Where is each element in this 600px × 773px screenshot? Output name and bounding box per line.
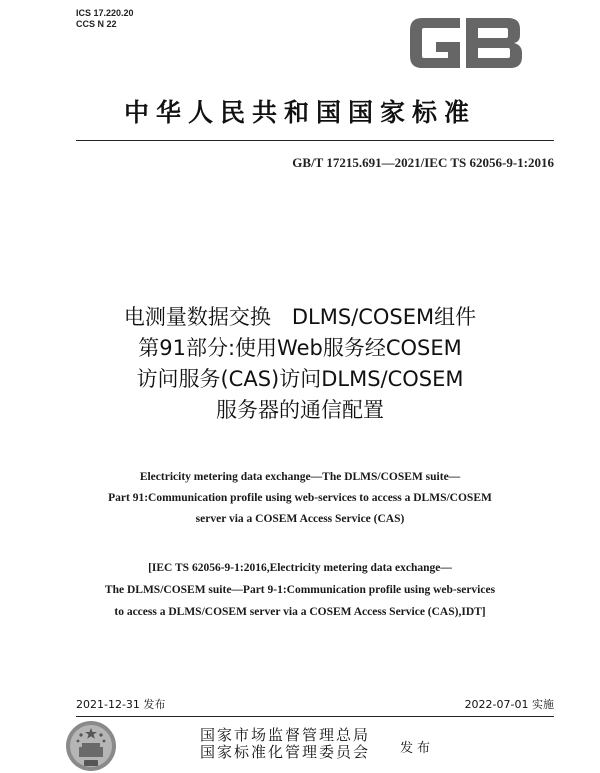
english-title bbox=[0, 467, 600, 530]
publisher-name: 国家标准化管理委员会 bbox=[200, 743, 371, 761]
national-standard-heading: 中华人民共和国国家标准 bbox=[123, 98, 476, 127]
national-emblem-icon bbox=[64, 719, 118, 773]
identical-note-line: [IEC TS 62056-9-1:2016,Electricity metering data exchange— bbox=[148, 562, 452, 574]
implementation-date: 2022-07-01 实施 bbox=[464, 698, 554, 711]
gb-logo bbox=[404, 0, 528, 74]
chinese-title-line: 第91部分:使用Web服务经COSEM bbox=[138, 336, 462, 360]
standard-number: GB/T 17215.691—2021/IEC TS 62056-9-1:2016 bbox=[292, 155, 554, 170]
publishers bbox=[200, 727, 370, 761]
identical-standard-note bbox=[0, 557, 600, 623]
ccs-code: CCS N 22 bbox=[76, 19, 117, 29]
publish-label: 发布 bbox=[400, 741, 435, 756]
chinese-title-line: 访问服务(CAS)访问DLMS/COSEM bbox=[136, 367, 464, 391]
bottom-divider bbox=[76, 716, 554, 717]
ics-code: ICS 17.220.20 bbox=[76, 8, 134, 18]
english-title-line: Electricity metering data exchange—The DLMS/COSEM suite— bbox=[139, 471, 461, 483]
chinese-title-line: 电测量数据交换 DLMS/COSEM组件 bbox=[123, 305, 477, 329]
chinese-title bbox=[0, 302, 600, 426]
gb-logo-text: GB bbox=[404, 0, 429, 16]
classification-codes bbox=[76, 8, 134, 30]
identical-note-line: The DLMS/COSEM suite—Part 9-1:Communication profile using web-services bbox=[104, 584, 496, 596]
english-title-line: server via a COSEM Access Service (CAS) bbox=[195, 513, 405, 525]
identical-note-line: to access a DLMS/COSEM server via a COSEM Access Service (CAS),IDT] bbox=[114, 606, 486, 618]
issue-date: 2021-12-31 发布 bbox=[76, 698, 166, 711]
publisher-name: 国家市场监督管理总局 bbox=[200, 726, 371, 744]
chinese-title-line: 服务器的通信配置 bbox=[216, 398, 384, 422]
top-divider bbox=[76, 140, 554, 141]
english-title-line: Part 91:Communication profile using web-services to access a DLMS/COSEM bbox=[108, 492, 492, 504]
